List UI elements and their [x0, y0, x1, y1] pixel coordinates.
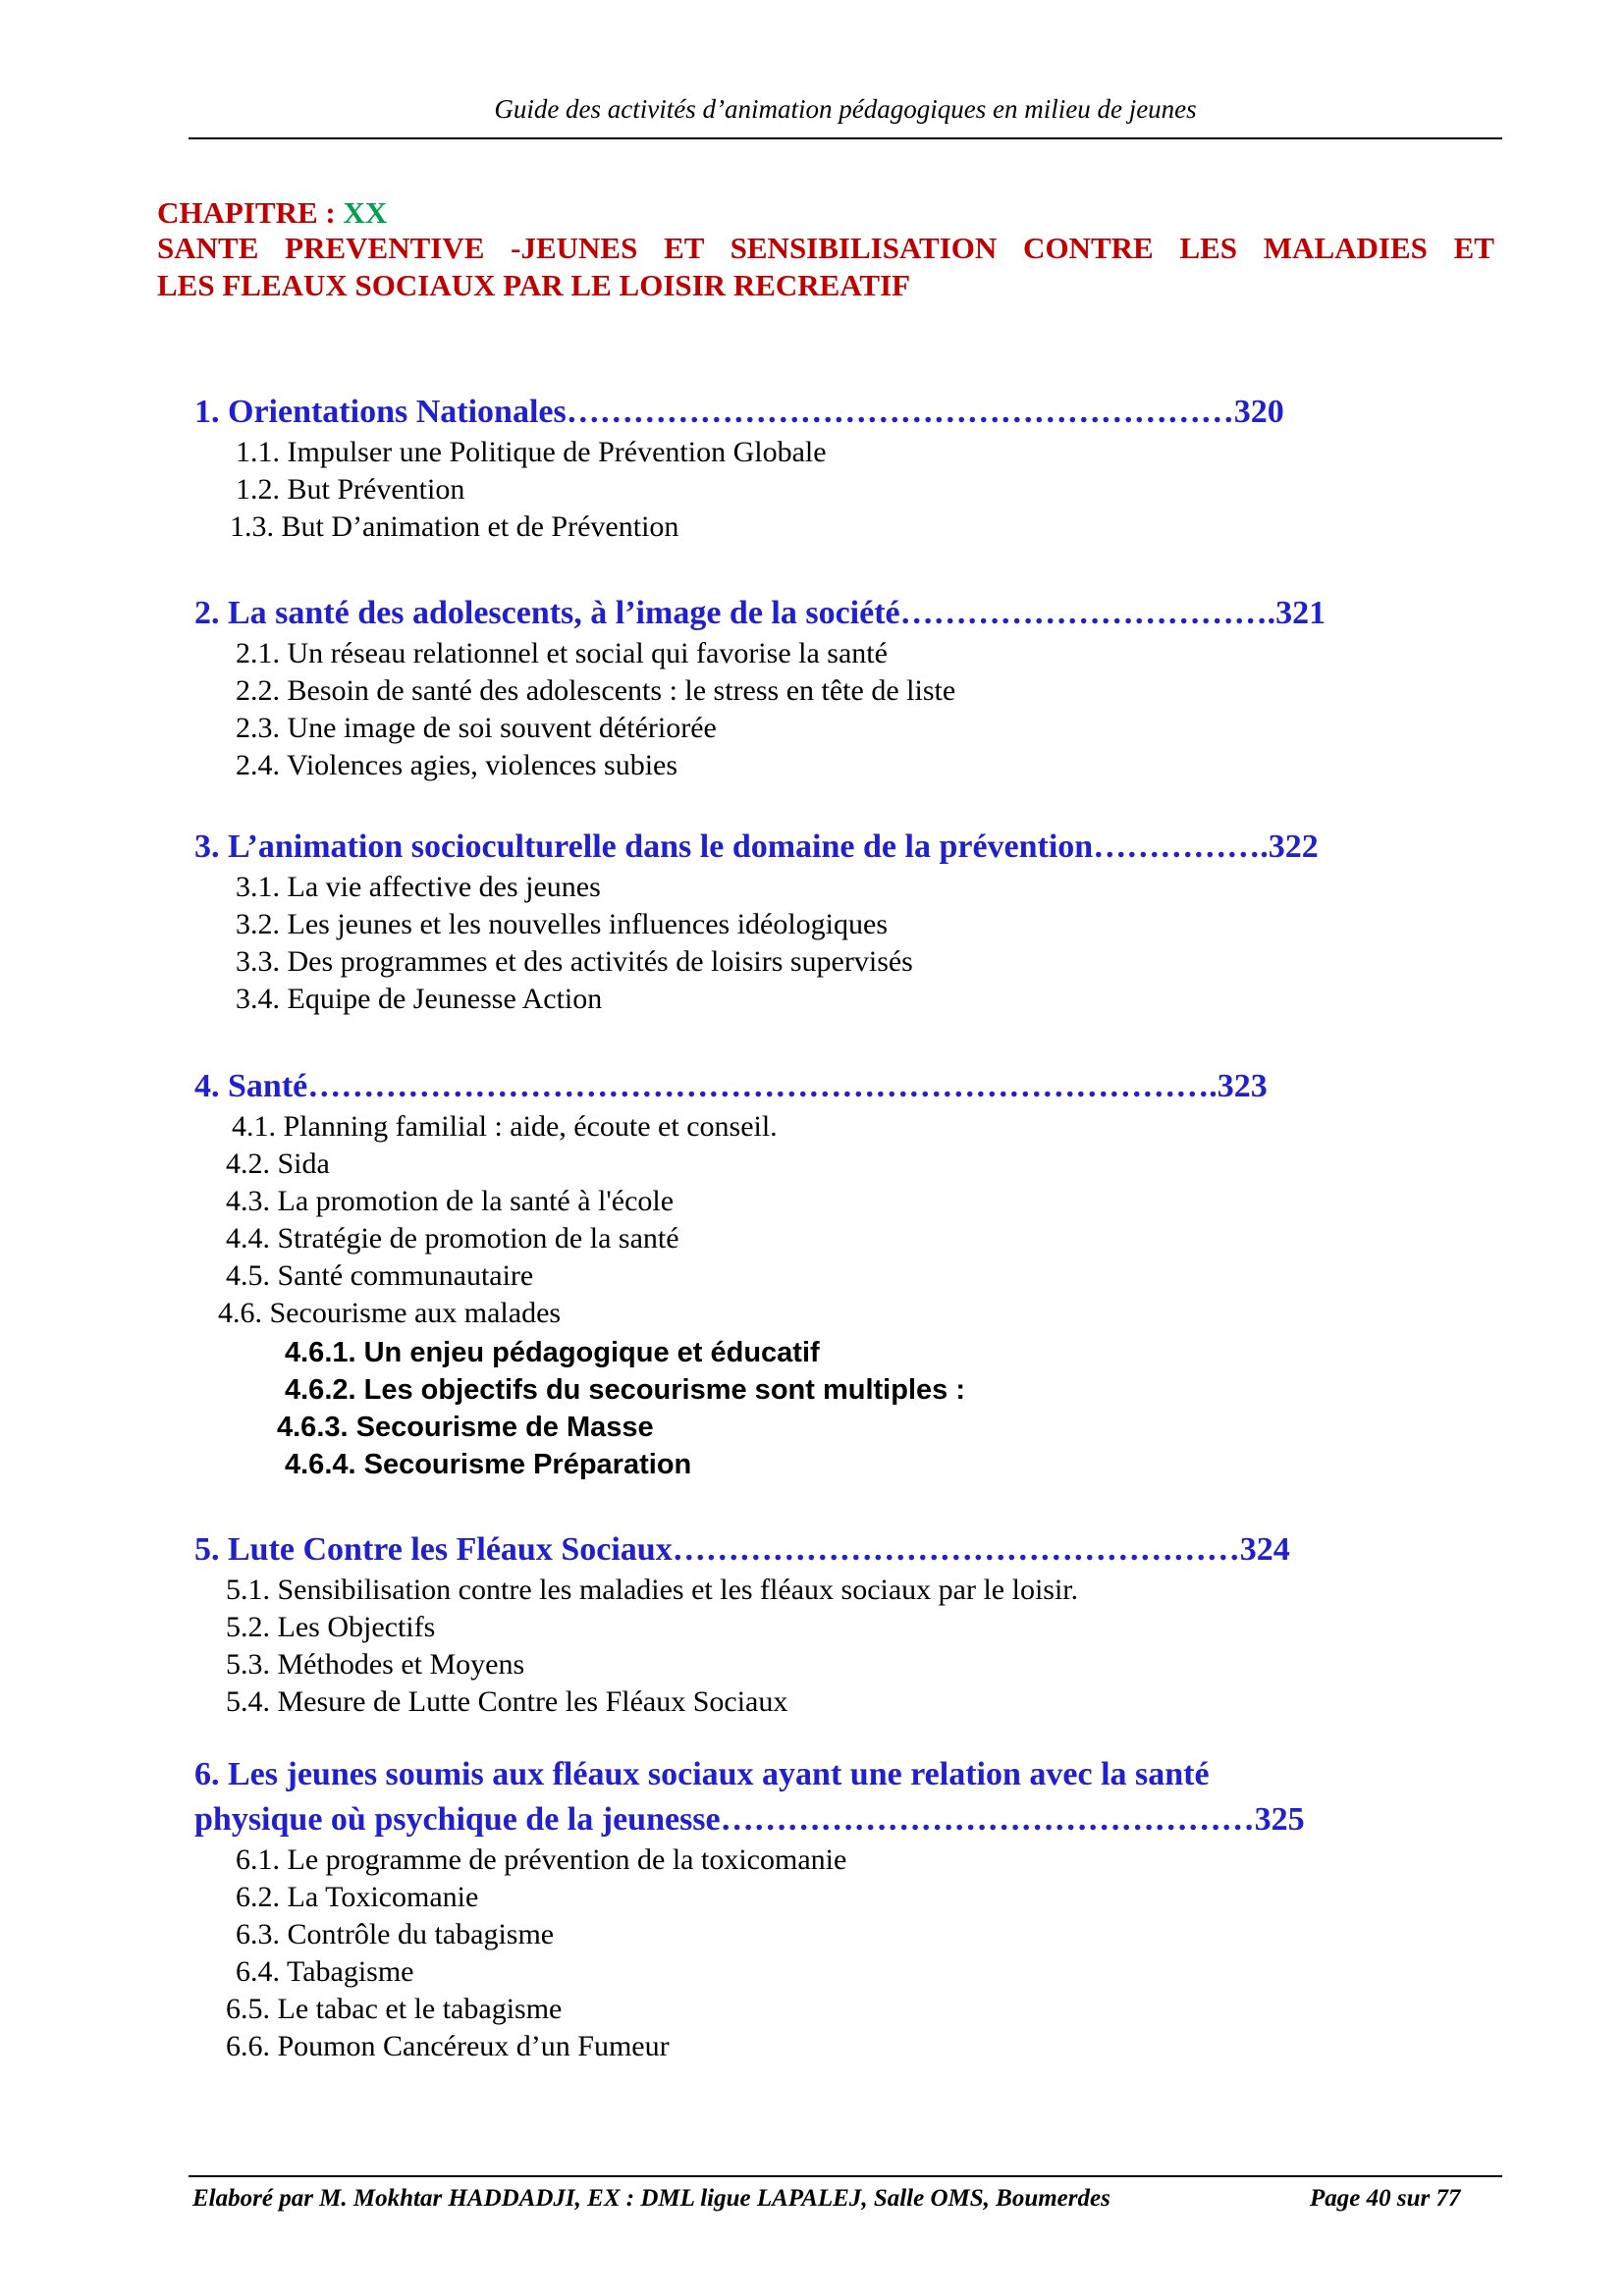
section-title: 5. Lute Contre les Fléaux Sociaux — [194, 1531, 673, 1568]
toc-leader-dots: ……………………………. — [899, 595, 1276, 631]
toc-subitem: 4.6.1. Un enjeu pédagogique et éducatif — [285, 1337, 820, 1368]
section-page: 325 — [1254, 1801, 1305, 1838]
toc-section-4 — [194, 1067, 1268, 1106]
toc-item: 1.1. Impulser une Politique de Prévention Globale — [236, 436, 827, 468]
toc-section-5 — [194, 1530, 1290, 1570]
chapter-number: XX — [343, 195, 388, 230]
toc-item: 6.5. Le tabac et le tabagisme — [226, 1993, 563, 2025]
toc-leader-dots: ……………. — [1093, 828, 1269, 865]
section-page: 321 — [1275, 595, 1326, 631]
page-header: Guide des activités d’animation pédagogiques en milieu de jeunes — [494, 94, 1197, 124]
toc-section-6 — [194, 1800, 1305, 1840]
chapter-heading — [157, 194, 1494, 232]
footer-page-number: Page 40 sur 77 — [1310, 2185, 1461, 2212]
toc-subitem: 4.6.3. Secourisme de Masse — [277, 1412, 654, 1443]
section-page: 322 — [1268, 828, 1319, 865]
toc-item: 3.1. La vie affective des jeunes — [236, 871, 601, 903]
toc-item: 3.3. Des programmes et des activités de loisirs supervisés — [236, 945, 913, 978]
toc-subitem: 4.6.4. Secourisme Préparation — [285, 1449, 692, 1480]
toc-item: 4.2. Sida — [226, 1148, 330, 1180]
toc-section-6-line1: 6. Les jeunes soumis aux fléaux sociaux ayant une relation avec la santé — [194, 1756, 1210, 1792]
toc-item: 6.6. Poumon Cancéreux d’un Fumeur — [226, 2030, 670, 2062]
section-page: 323 — [1217, 1068, 1268, 1104]
section-title: 4. Santé — [194, 1068, 308, 1104]
toc-item: 1.2. But Prévention — [236, 473, 465, 506]
toc-item: 1.3. But D’animation et de Prévention — [230, 510, 679, 543]
toc-item: 6.1. Le programme de prévention de la toxicomanie — [236, 1843, 847, 1876]
footer-rule — [189, 2175, 1502, 2177]
toc-item: 2.3. Une image de soi souvent détériorée — [236, 712, 717, 744]
toc-item: 6.4. Tabagisme — [236, 1955, 414, 1988]
section-title: 1. Orientations Nationales — [194, 394, 567, 430]
toc-item: 4.5. Santé communautaire — [226, 1259, 534, 1292]
toc-item: 3.4. Equipe de Jeunesse Action — [236, 983, 603, 1015]
toc-section-1 — [194, 393, 1284, 432]
toc-item: 4.3. La promotion de la santé à l'école — [226, 1185, 675, 1217]
toc-item: 6.2. La Toxicomanie — [236, 1881, 479, 1913]
toc-leader-dots: ………………………………………… — [720, 1801, 1255, 1838]
toc-item: 4.4. Stratégie de promotion de la santé — [226, 1222, 679, 1255]
toc-item: 2.1. Un réseau relationnel et social qui favorise la santé — [236, 637, 888, 669]
toc-leader-dots: ………………………………………………………………………. — [307, 1068, 1218, 1104]
chapter-label: CHAPITRE : — [157, 195, 344, 230]
header-rule — [189, 137, 1502, 139]
toc-item: 4.6. Secourisme aux malades — [218, 1297, 562, 1329]
section-page: 324 — [1239, 1531, 1290, 1568]
chapter-title-line1: SANTE PREVENTIVE -JEUNES ET SENSIBILISATION CONTRE LES MALADIES ET — [157, 231, 1494, 265]
toc-item: 5.2. Les Objectifs — [226, 1611, 436, 1643]
toc-item: 4.1. Planning familial : aide, écoute et conseil. — [232, 1110, 778, 1143]
toc-section-2 — [194, 594, 1326, 633]
section-page: 320 — [1233, 394, 1284, 430]
toc-item: 5.4. Mesure de Lutte Contre les Fléaux Sociaux — [226, 1685, 788, 1718]
toc-item: 3.2. Les jeunes et les nouvelles influences idéologiques — [236, 908, 888, 940]
toc-leader-dots: …………………………………………………… — [566, 394, 1234, 430]
toc-section-3 — [194, 828, 1319, 867]
toc-item: 5.3. Méthodes et Moyens — [226, 1648, 525, 1681]
section-title: 2. La santé des adolescents, à l’image de la société — [194, 595, 900, 631]
toc-subitem: 4.6.2. Les objectifs du secourisme sont multiples : — [285, 1374, 965, 1406]
section-title: 3. L’animation socioculturelle dans le domaine de la prévention — [194, 828, 1094, 865]
footer-author: Elaboré par M. Mokhtar HADDADJI, EX : DML ligue LAPALEJ, Salle OMS, Boumerdes — [192, 2185, 1110, 2212]
section-title: physique où psychique de la jeunesse — [194, 1801, 721, 1838]
chapter-title-line2: LES FLEAUX SOCIAUX PAR LE LOISIR RECREATIF — [157, 268, 911, 302]
toc-item: 2.2. Besoin de santé des adolescents : le stress en tête de liste — [236, 674, 956, 707]
toc-item: 2.4. Violences agies, violences subies — [236, 749, 678, 781]
toc-item: 6.3. Contrôle du tabagisme — [236, 1918, 555, 1950]
toc-leader-dots: …………………………………………… — [672, 1531, 1240, 1568]
toc-item: 5.1. Sensibilisation contre les maladies et les fléaux sociaux par le loisir. — [226, 1574, 1079, 1606]
